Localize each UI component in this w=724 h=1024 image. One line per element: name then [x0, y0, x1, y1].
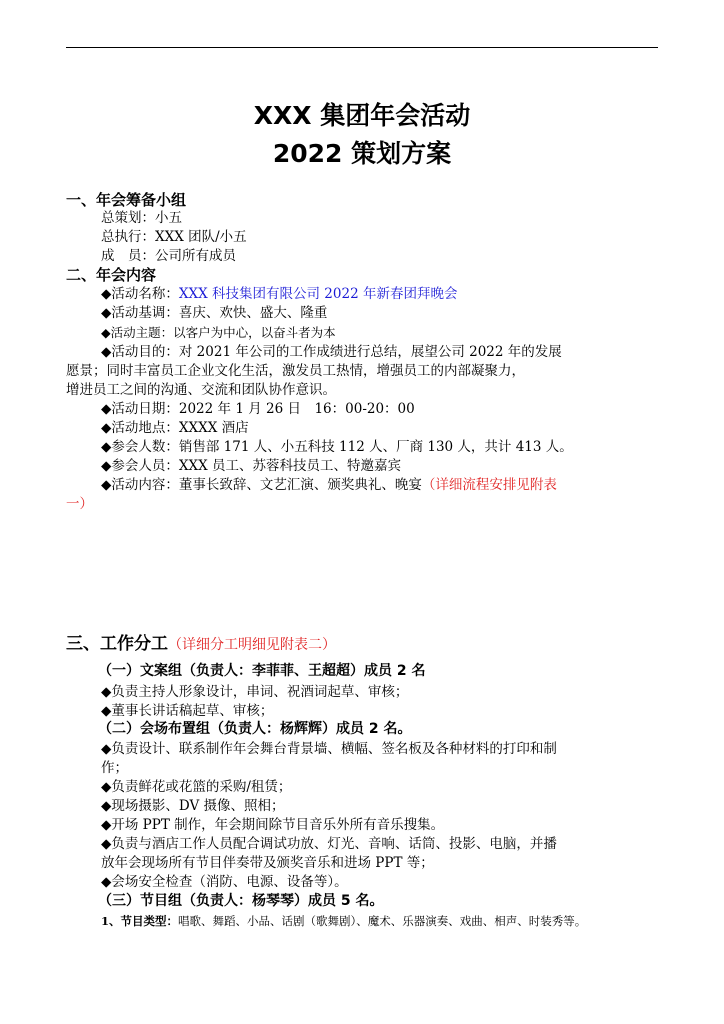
event-content-label: ◆活动内容：董事长致辞、文艺汇演、颁奖典礼、晚宴	[101, 477, 422, 493]
executor-line: 总执行：XXX 团队/小五	[101, 229, 247, 245]
header-rule	[66, 47, 658, 48]
document-title-line2: 2022 策划方案	[272, 139, 452, 168]
group3-title: （三）节目组（负责人：杨琴琴）成员 5 名。	[98, 893, 384, 909]
group2-item6: ◆会场安全检查（消防、电源、设备等）。	[101, 874, 348, 890]
section3-heading-note: （详细分工明细见附表二）	[168, 637, 336, 653]
group2-item1-line2: 作；	[101, 760, 128, 776]
event-name-label: ◆活动名称：	[101, 286, 179, 302]
event-content-note-cont: 一）	[66, 496, 93, 512]
section3-heading-text: 三、工作分工	[66, 634, 168, 654]
event-purpose-line1: ◆活动目的：对 2021 年公司的工作成绩进行总结，展望公司 2022 年的发展	[101, 344, 562, 360]
event-name-line	[101, 285, 457, 304]
section2-heading: 二、年会内容	[66, 266, 157, 284]
group3-types-label: 1、节目类型：	[101, 914, 179, 928]
event-content-line	[101, 476, 557, 495]
group1-item2: ◆董事长讲话稿起草、审核；	[101, 703, 274, 719]
members-line: 成 员：公司所有成员	[101, 248, 236, 264]
group2-item4: ◆开场 PPT 制作，年会期间除节目音乐外所有音乐搜集。	[101, 817, 445, 833]
event-purpose-line3: 增进员工之间的沟通、交流和团队协作意识。	[66, 382, 336, 398]
event-count-line: ◆参会人数：销售部 171 人、小五科技 112 人、厂商 130 人，共计 413 人。	[101, 439, 573, 455]
section1-heading: 一、年会筹备小组	[66, 191, 187, 209]
group2-title: （二）会场布置组（负责人：杨辉辉）成员 2 名。	[98, 721, 412, 737]
group1-item1: ◆负责主持人形象设计，串词、祝酒词起草、审核；	[101, 684, 409, 700]
group2-item3: ◆现场摄影、DV 摄像、照相；	[101, 798, 285, 814]
group1-title: （一）文案组（负责人：李菲菲、王超超）成员 2 名	[98, 663, 426, 679]
event-theme-line: ◆活动主题：以客户为中心，以奋斗者为本	[101, 325, 336, 340]
group3-types-value: 唱歌、舞蹈、小品、话剧（歌舞剧）、魔术、乐器演奏、戏曲、相声、时装秀等。	[178, 914, 587, 928]
event-content-note: （详细流程安排见附表	[421, 477, 557, 493]
planner-line: 总策划：小五	[101, 210, 182, 226]
event-place-line: ◆活动地点：XXXX 酒店	[101, 420, 249, 436]
group2-item5-line2: 放年会现场所有节目伴奏带及颁奖音乐和进场 PPT 等；	[101, 855, 434, 871]
event-date-line: ◆活动日期：2022 年 1 月 26 日 16：00-20：00	[101, 401, 415, 417]
document-title-line1: XXX 集团年会活动	[253, 101, 471, 130]
section3-heading	[66, 634, 336, 655]
event-name-value: XXX 科技集团有限公司 2022 年新春团拜晚会	[178, 286, 458, 302]
group3-types-line	[101, 912, 586, 931]
group2-item1-line1: ◆负责设计、联系制作年会舞台背景墙、横幅、签名板及各种材料的打印和制	[101, 741, 557, 757]
event-tone-line: ◆活动基调：喜庆、欢快、盛大、隆重	[101, 305, 328, 321]
event-people-line: ◆参会人员：XXX 员工、苏蓉科技员工、特邀嘉宾	[101, 458, 402, 474]
group2-item2: ◆负责鲜花或花篮的采购/租赁；	[101, 779, 292, 795]
event-purpose-line2: 愿景；同时丰富员工企业文化生活，激发员工热情，增强员工的内部凝聚力，	[66, 363, 525, 379]
group2-item5-line1: ◆负责与酒店工作人员配合调试功放、灯光、音响、话筒、投影、电脑，并播	[101, 836, 557, 852]
